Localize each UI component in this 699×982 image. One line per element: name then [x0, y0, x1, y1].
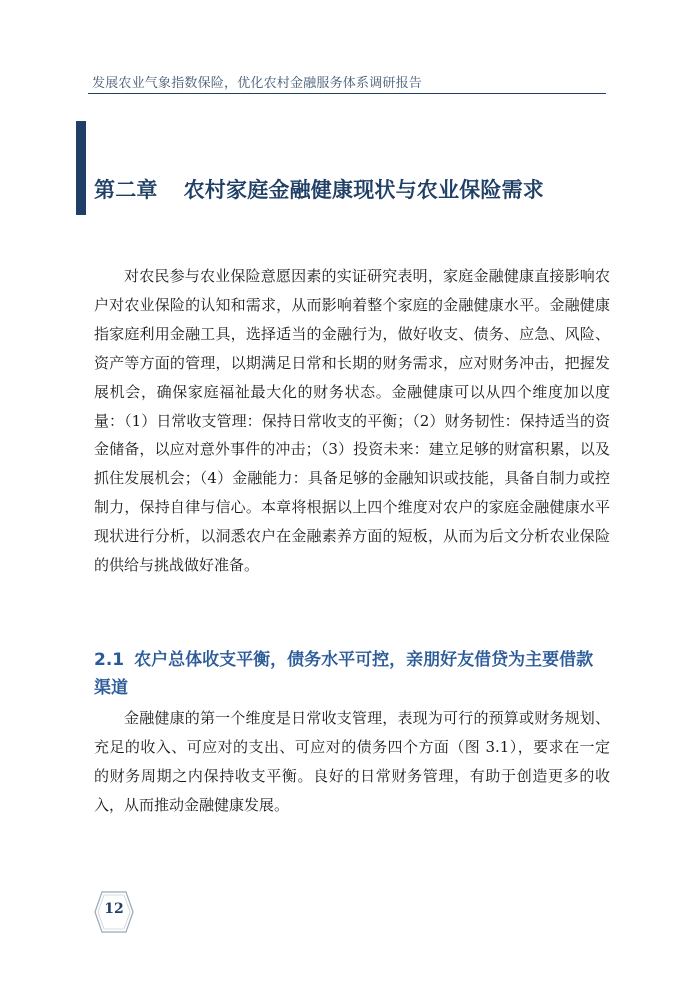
running-header: 发展农业气象指数保险，优化农村金融服务体系调研报告: [92, 76, 423, 91]
header-divider: [88, 93, 606, 94]
section-paragraph: 金融健康的第一个维度是日常收支管理，表现为可行的预算或财务规划、充足的收入、可应对的支出、可应对的债务四个方面（图 3.1），要求在一定的财务周期之内保持收支平衡。良好的日常财务管理，有助于创造更多的收入，从而推动金融健康发展。: [94, 709, 610, 814]
section-heading: [94, 646, 610, 702]
page-number-badge: [94, 890, 134, 934]
section-title: 农户总体收支平衡，债务水平可控，亲朋好友借贷为主要借款渠道: [94, 650, 594, 698]
chapter-intro-paragraph: 对农民参与农业保险意愿因素的实证研究表明，家庭金融健康直接影响农户对农业保险的认知和需求，从而影响着整个家庭的金融健康水平。金融健康指家庭利用金融工具，选择适当的金融行为，做好收支、债务、应急、风险、资产等方面的管理，以期满足日常和长期的财务需求，应对财务冲击，把握发展机会，确保家庭福祉最大化的财务状态。金融健康可以从四个维度加以度量：（1）日常收支管理：保持日常收支的平衡；（2）财务韧性：保持适当的资金储备，以应对意外事件的冲击；（3）投资未来：建立足够的财富积累，以及抓住发展机会；（4）金融能力：具备足够的金融知识或技能，具备自制力或控制力，保持自律与信心。本章将根据以上四个维度对农户的家庭金融健康水平现状进行分析，以洞悉农户在金融素养方面的短板，从而为后文分析农业保险的供给与挑战做好准备。: [94, 267, 610, 575]
chapter-number: 第二章: [94, 178, 158, 202]
chapter-title-text: 农村家庭金融健康现状与农业保险需求: [183, 178, 545, 202]
chapter-title: [94, 174, 544, 204]
page-number: 12: [104, 901, 124, 917]
section-number: 2.1: [94, 650, 125, 670]
chapter-accent-bar: [76, 121, 86, 215]
